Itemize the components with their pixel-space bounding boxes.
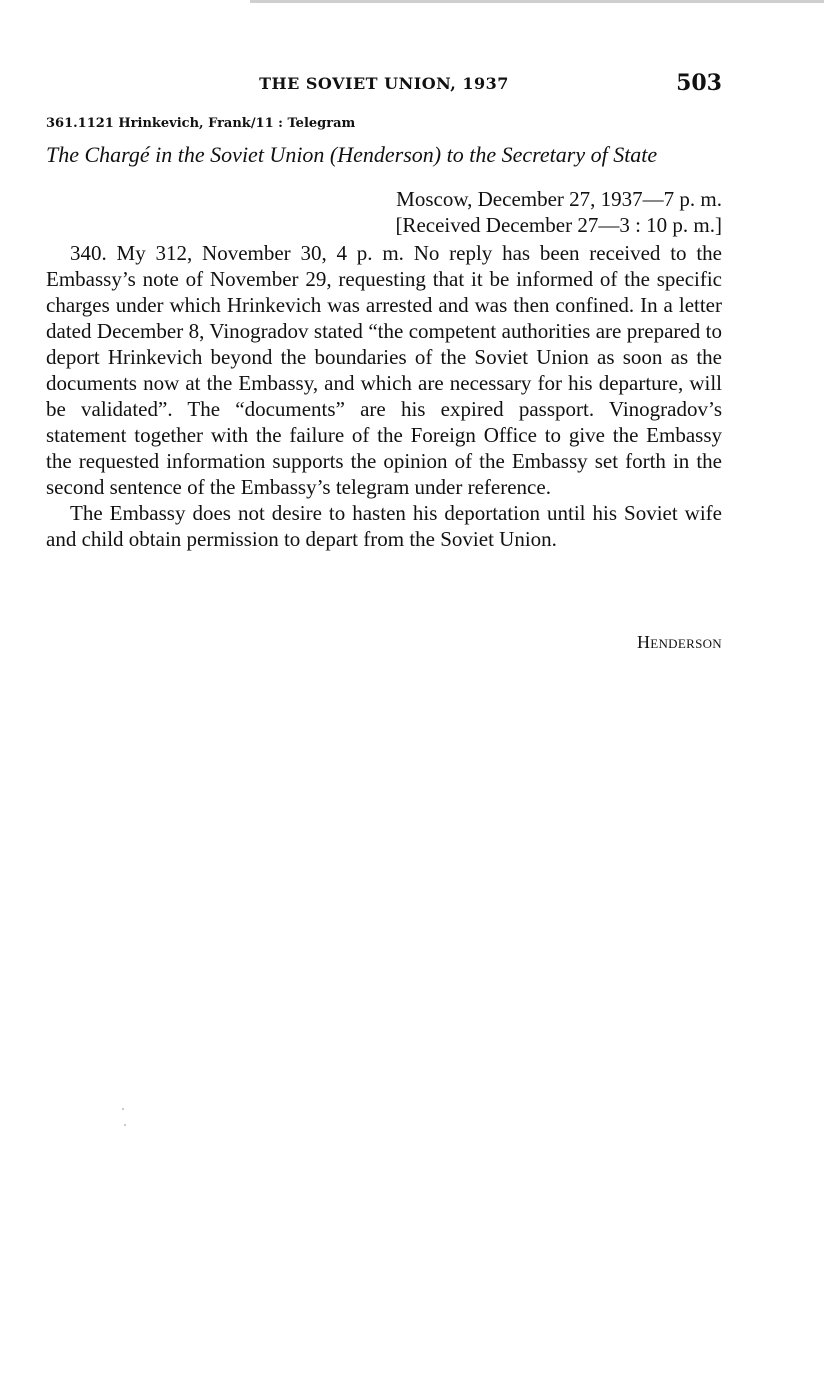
body-paragraph-1: 340. My 312, November 30, 4 p. m. No reply has been received to the Embassy’s note of November 29, requesting that it be informed of the specific charges under which Hrinkevich was arrested and was then confined. In a letter dated December 8, Vinogradov stated “the competent authorities are prepared to deport Hrinkevich beyond the boundaries of the Soviet Union as soon as the documents now at the Embassy, and which are necessary for his departure, will be validated”. The “documents” are his expired passport. Vinogradov’s statement together with the failure of the Foreign Office to give the Embassy the requested information supports the opinion of the Embassy set forth in the second sentence of the Embassy’s telegram under reference. [46,241,722,499]
dateline-received: [Received December 27—3 : 10 p. m.] [395,213,722,237]
signature-name: Henderson [636,632,722,652]
dateline [395,186,722,238]
body-paragraph-2: The Embassy does not desire to hasten his deportation until his Soviet wife and child obtain permission to depart from the Soviet Union. [46,501,722,551]
running-title: THE SOVIET UNION, 1937 [259,74,509,93]
scan-speck [124,1124,126,1126]
page-number: 503 [676,70,722,96]
dateline-sent: Moscow, December 27, 1937—7 p. m. [396,187,722,211]
document-page [46,0,722,1380]
scan-speck [122,1108,124,1110]
telegram-body [46,240,722,552]
file-reference: 361.1121 Hrinkevich, Frank/11 : Telegram [46,116,356,131]
running-header [46,70,722,102]
document-heading: The Chargé in the Soviet Union (Henderson) to the Secretary of State [46,142,658,167]
signature [637,632,722,653]
